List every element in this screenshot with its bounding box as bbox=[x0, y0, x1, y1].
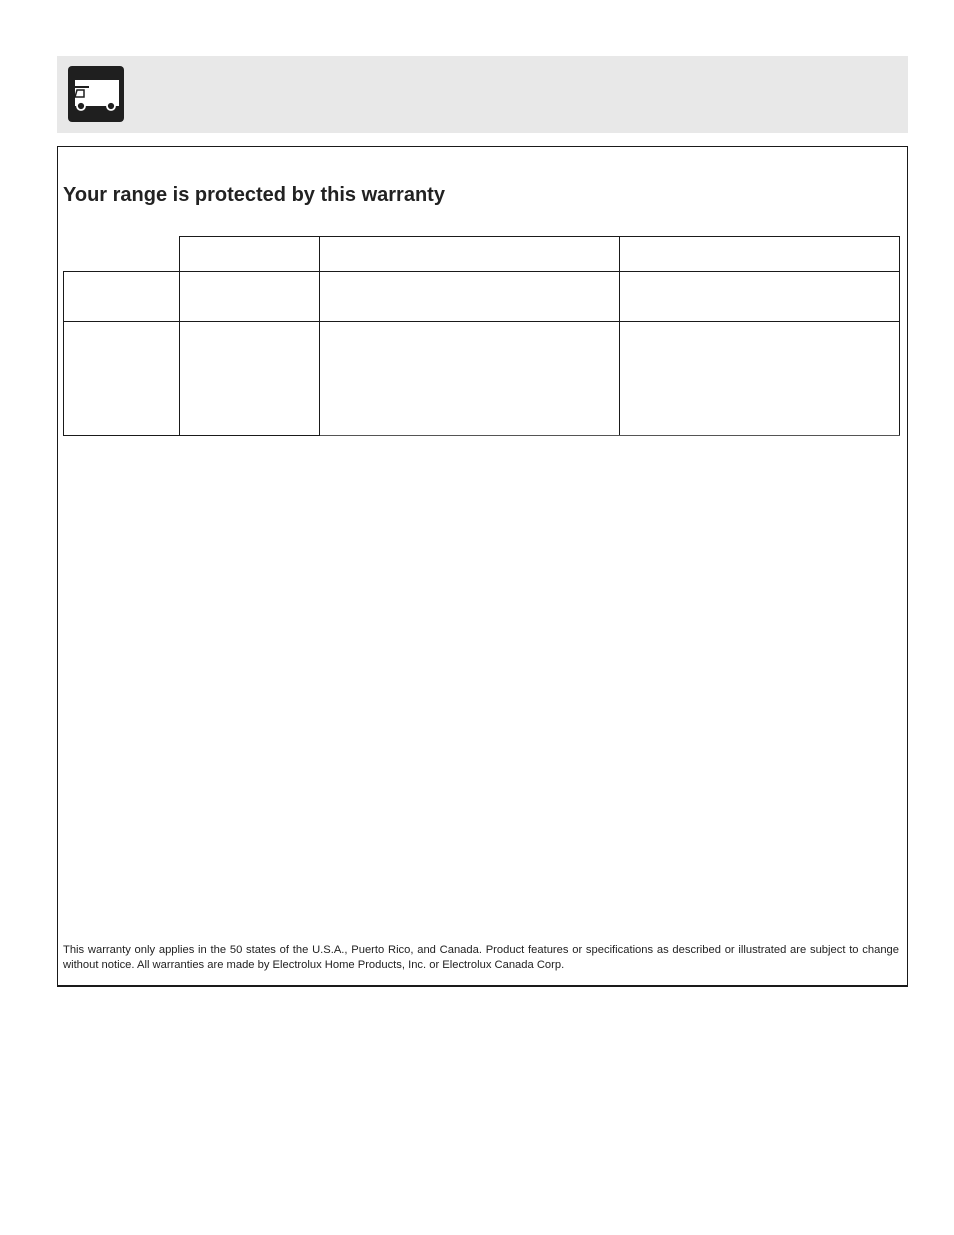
warranty-table bbox=[63, 236, 900, 436]
table-cell bbox=[64, 272, 180, 322]
table-header-cell bbox=[620, 237, 900, 272]
table-cell bbox=[64, 322, 180, 436]
table-cell bbox=[620, 322, 900, 436]
warranty-footer-note: This warranty only applies in the 50 states of the U.S.A., Puerto Rico, and Canada. Product features or specifications as described or illustrated are subject to change without notice. All warranties are made by Electrolux Home Products, Inc. or Electrolux Canada Corp. bbox=[63, 944, 899, 971]
delivery-truck-icon bbox=[68, 66, 124, 122]
table-row bbox=[64, 272, 900, 322]
table-cell bbox=[320, 322, 620, 436]
table-cell bbox=[620, 272, 900, 322]
table-cell bbox=[180, 272, 320, 322]
warranty-box bbox=[57, 146, 908, 987]
table-header-cell bbox=[320, 237, 620, 272]
truck-glyph bbox=[68, 66, 124, 122]
table-cell bbox=[180, 322, 320, 436]
table-header-cell bbox=[180, 237, 320, 272]
header-band bbox=[57, 56, 908, 133]
table-corner-cell bbox=[64, 237, 180, 272]
table-header-row bbox=[64, 237, 900, 272]
table-cell bbox=[320, 272, 620, 322]
warranty-title: Your range is protected by this warranty bbox=[63, 184, 445, 206]
table-row bbox=[64, 322, 900, 436]
